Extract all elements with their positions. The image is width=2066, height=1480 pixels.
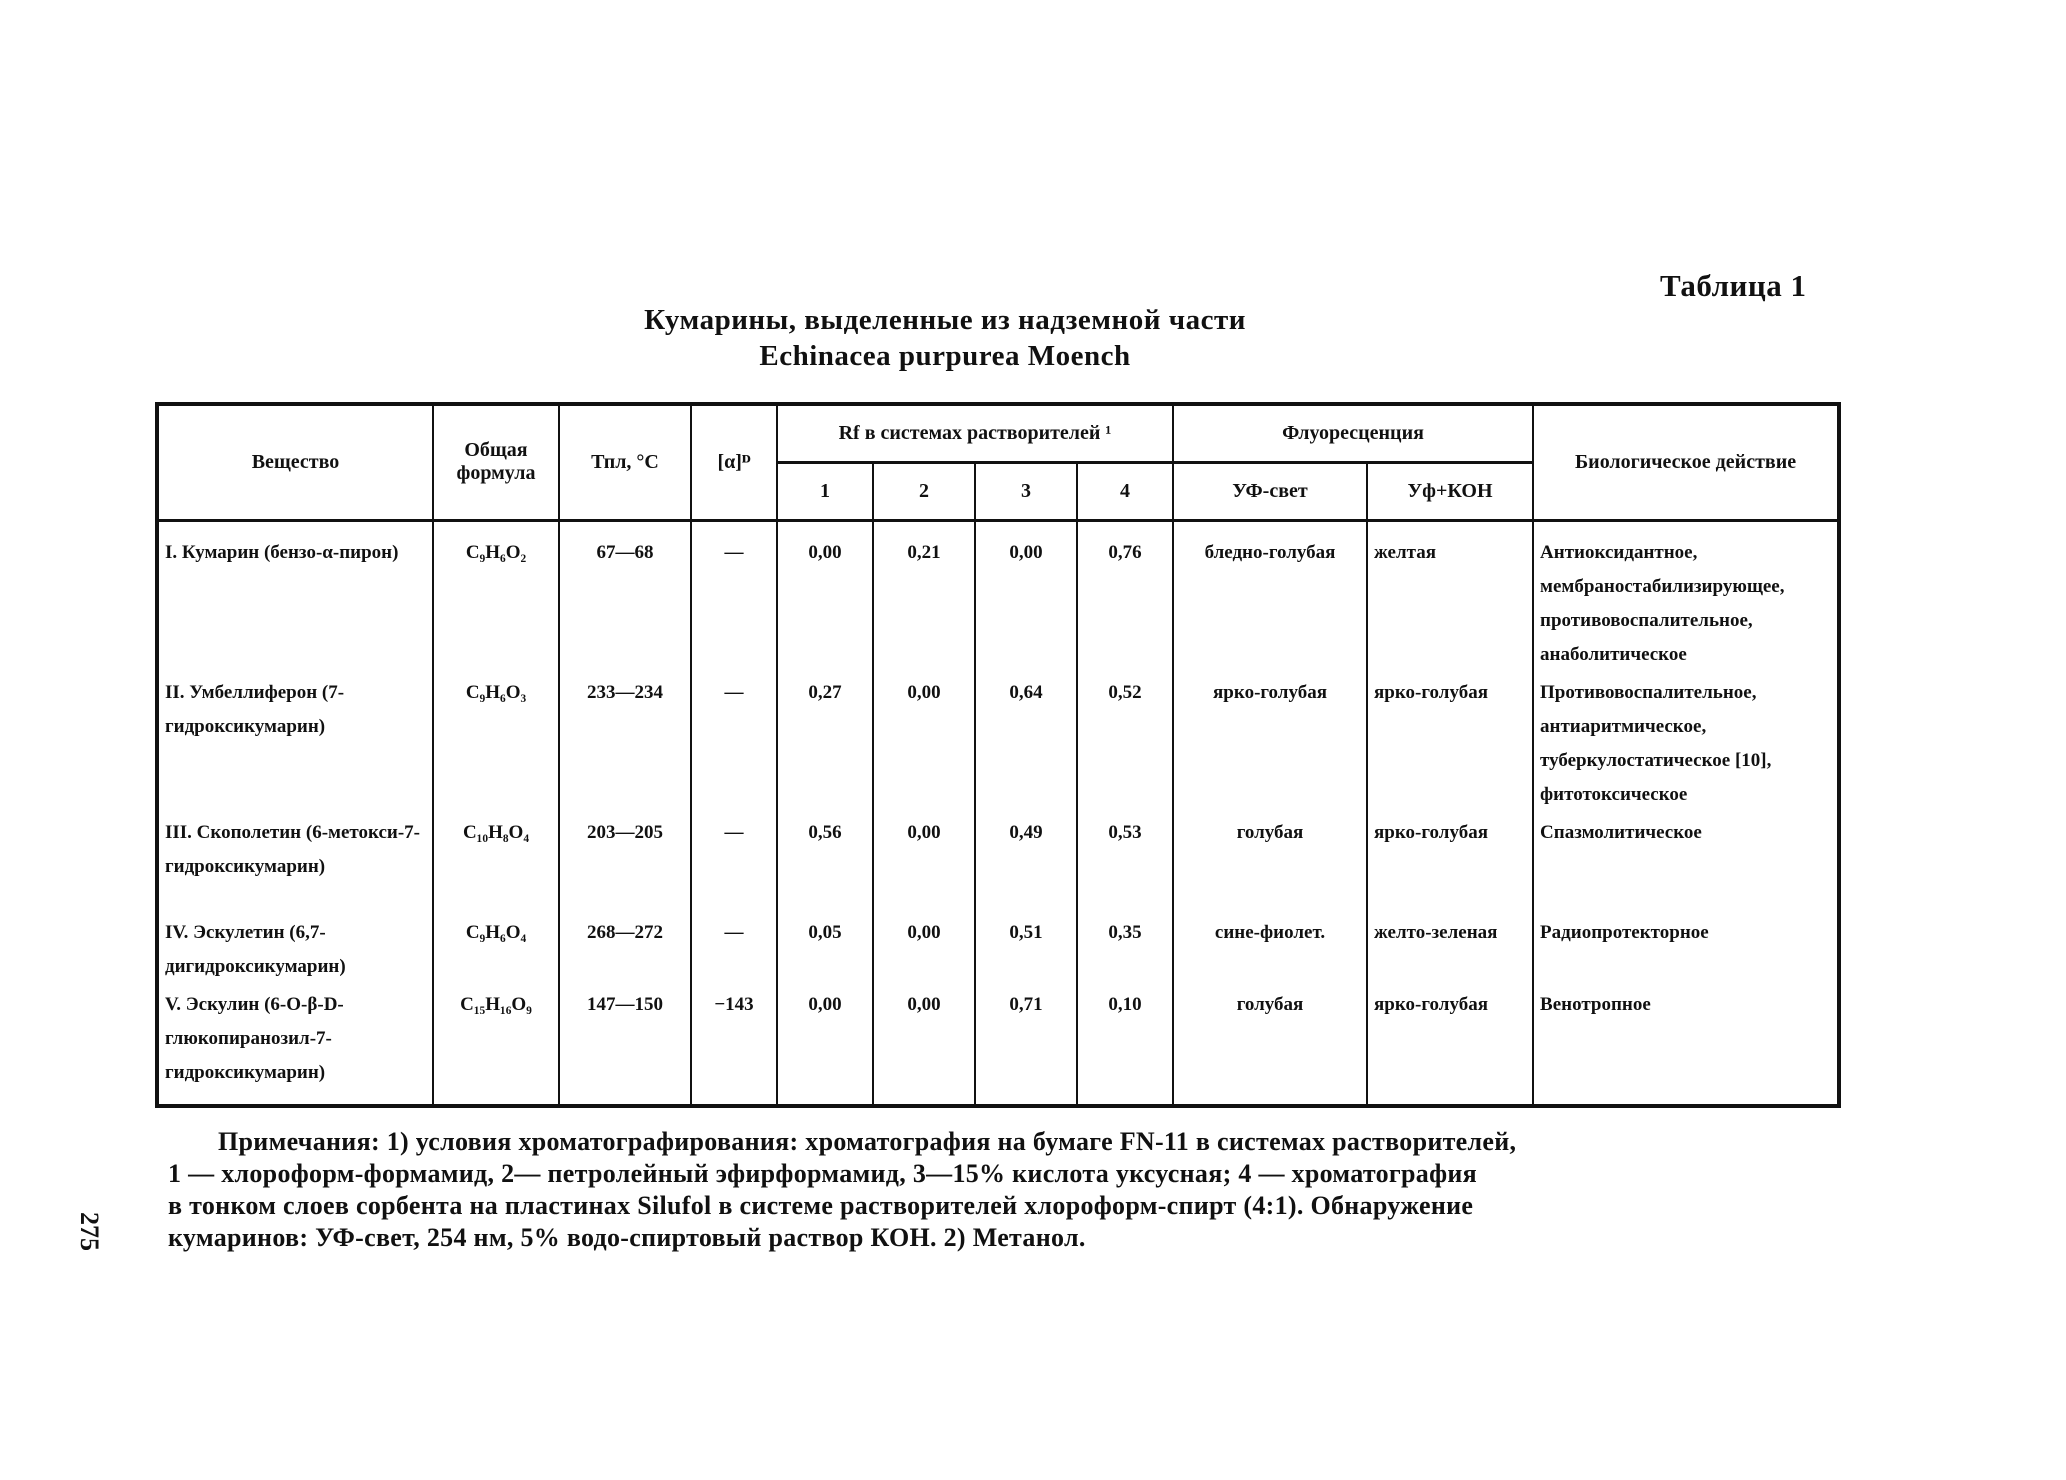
notes-line-1: Примечания: 1) условия хроматографирования: хроматография на бумаге FN-11 в системах растворителей, [218, 1127, 1517, 1156]
cell-rf-4: 0,53 [1077, 814, 1173, 914]
cell-mp: 233—234 [559, 674, 691, 814]
header-rf-2: 2 [873, 462, 975, 520]
coumarins-table [155, 402, 1841, 1108]
header-fluorescence: Флуоресценция [1173, 404, 1533, 462]
cell-substance: V. Эскулин (6-О-β-D-глюкопиранозил-7-гидроксикумарин) [157, 986, 433, 1106]
cell-rf-2: 0,00 [873, 914, 975, 986]
header-formula: Общая формула [433, 404, 559, 520]
header-rotation: [α]ᴰ [691, 404, 777, 520]
cell-rf-2: 0,00 [873, 814, 975, 914]
cell-rf-2: 0,00 [873, 674, 975, 814]
title-line-2: Echinacea purpurea Moench [759, 340, 1131, 372]
table-row [157, 674, 1839, 814]
cell-uv: бледно-голубая [1173, 520, 1367, 674]
table-row [157, 814, 1839, 914]
header-rf: Rf в системах растворителей ¹ [777, 404, 1173, 462]
page-number: 275 [75, 1212, 104, 1251]
cell-rf-3: 0,00 [975, 520, 1077, 674]
cell-mp: 147—150 [559, 986, 691, 1106]
cell-mp: 203—205 [559, 814, 691, 914]
cell-bio: Антиоксидантное, мембраностабилизирующее, противовоспалительное, анаболитическое [1533, 520, 1839, 674]
cell-alpha: — [691, 914, 777, 986]
cell-mp: 67—68 [559, 520, 691, 674]
cell-alpha: — [691, 674, 777, 814]
header-uv: УФ-свет [1173, 462, 1367, 520]
cell-rf-3: 0,49 [975, 814, 1077, 914]
cell-bio: Спазмолитическое [1533, 814, 1839, 914]
cell-rf-2: 0,21 [873, 520, 975, 674]
cell-uv: голубая [1173, 986, 1367, 1106]
header-substance: Вещество [157, 404, 433, 520]
header-rf-4: 4 [1077, 462, 1173, 520]
table-row [157, 914, 1839, 986]
cell-formula: C₉H₆O₂ [433, 520, 559, 674]
table-notes [168, 1126, 1838, 1254]
cell-uv-koh: ярко-голубая [1367, 814, 1533, 914]
cell-substance: I. Кумарин (бензо-α-пирон) [157, 520, 433, 674]
title-line-1: Кумарины, выделенные из надземной части [644, 304, 1246, 336]
notes-line-2: 1 — хлороформ-формамид, 2— петролейный эфирформамид, 3—15% кислота уксусная; 4 — хроматография [168, 1159, 1478, 1188]
cell-uv: голубая [1173, 814, 1367, 914]
cell-rf-4: 0,35 [1077, 914, 1173, 986]
cell-rf-1: 0,00 [777, 520, 873, 674]
cell-formula: C₁₀H₈O₄ [433, 814, 559, 914]
cell-uv-koh: ярко-голубая [1367, 674, 1533, 814]
cell-uv: ярко-голубая [1173, 674, 1367, 814]
cell-rf-4: 0,76 [1077, 520, 1173, 674]
cell-rf-1: 0,05 [777, 914, 873, 986]
cell-rf-1: 0,00 [777, 986, 873, 1106]
header-uv-koh: Уф+КОН [1367, 462, 1533, 520]
cell-rf-1: 0,27 [777, 674, 873, 814]
cell-mp: 268—272 [559, 914, 691, 986]
cell-rf-2: 0,00 [873, 986, 975, 1106]
cell-formula: C₉H₆O₃ [433, 674, 559, 814]
cell-substance: IV. Эскулетин (6,7-дигидроксикумарин) [157, 914, 433, 986]
cell-substance: III. Скополетин (6-метокси-7-гидроксикумарин) [157, 814, 433, 914]
cell-rf-3: 0,51 [975, 914, 1077, 986]
cell-formula: C₁₅H₁₆O₉ [433, 986, 559, 1106]
cell-alpha: −143 [691, 986, 777, 1106]
cell-alpha: — [691, 520, 777, 674]
cell-rf-1: 0,56 [777, 814, 873, 914]
cell-uv-koh: желто-зеленая [1367, 914, 1533, 986]
cell-rf-3: 0,64 [975, 674, 1077, 814]
header-rf-3: 3 [975, 462, 1077, 520]
cell-rf-3: 0,71 [975, 986, 1077, 1106]
cell-rf-4: 0,10 [1077, 986, 1173, 1106]
cell-uv: сине-фиолет. [1173, 914, 1367, 986]
cell-bio: Венотропное [1533, 986, 1839, 1106]
cell-bio: Радиопротекторное [1533, 914, 1839, 986]
table-row [157, 986, 1839, 1106]
cell-rf-4: 0,52 [1077, 674, 1173, 814]
notes-line-4: кумаринов: УФ-свет, 254 нм, 5% водо-спиртовый раствор КОН. 2) Метанол. [168, 1223, 1086, 1252]
cell-alpha: — [691, 814, 777, 914]
cell-formula: C₉H₆O₄ [433, 914, 559, 986]
cell-uv-koh: желтая [1367, 520, 1533, 674]
cell-uv-koh: ярко-голубая [1367, 986, 1533, 1106]
cell-bio: Противовоспалительное, антиаритмическое, туберкулостатическое [10], фитотоксическое [1533, 674, 1839, 814]
table-label: Таблица 1 [1660, 268, 1807, 303]
header-rf-1: 1 [777, 462, 873, 520]
table-row [157, 520, 1839, 674]
notes-line-3: в тонком слоев сорбента на пластинах Silufol в системе растворителей хлороформ-спирт (4:1). Обнаружение [168, 1191, 1474, 1220]
table-title [560, 302, 1330, 374]
header-melting-point: Тпл, °С [559, 404, 691, 520]
header-bio-action: Биологическое действие [1533, 404, 1839, 520]
cell-substance: II. Умбеллиферон (7-гидроксикумарин) [157, 674, 433, 814]
